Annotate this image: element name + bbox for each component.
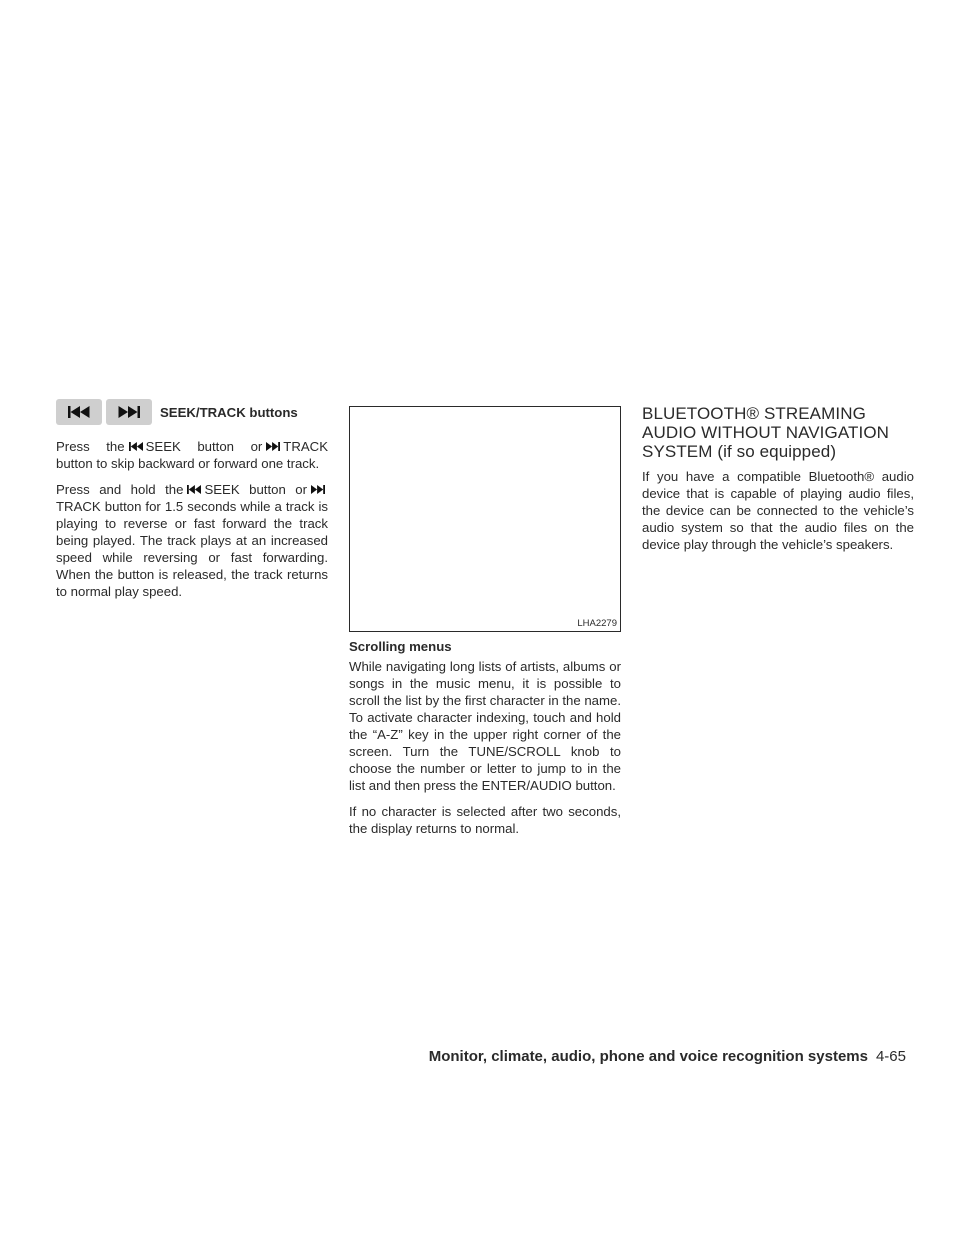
track-button-graphic: [106, 399, 152, 425]
seek-track-header: [56, 398, 328, 426]
seek-back-icon: [187, 485, 201, 494]
bluetooth-section: [642, 404, 914, 562]
seek-back-icon: [129, 442, 143, 451]
text: SEEK button or: [145, 439, 263, 454]
seek-back-icon: [68, 406, 90, 418]
text: TRACK button to skip backward or forward one track.: [56, 439, 328, 471]
track-forward-icon: [266, 442, 280, 451]
track-forward-icon: [118, 406, 140, 418]
text: Press the: [56, 439, 125, 454]
text: TRACK button for 1.5 seconds while a track is playing to reverse or fast forward the track being played. The track plays at an increased speed while reversing or fast forwarding. When the button is released, the track returns to normal play speed.: [56, 499, 328, 599]
text: Press and hold the: [56, 482, 184, 497]
figure-label: LHA2279: [577, 618, 617, 629]
seek-track-title: SEEK/TRACK buttons: [160, 404, 298, 420]
chapter-title: Monitor, climate, audio, phone and voice recognition systems: [428, 1048, 868, 1065]
bluetooth-paragraph: If you have a compatible Bluetooth® audio device that is capable of playing audio files, the device can be connected to the vehicle’s audio system so that the audio files on the device play through the vehicle’s speakers.: [642, 469, 914, 552]
seek-track-paragraph-1: [56, 438, 328, 472]
track-forward-icon: [311, 485, 325, 494]
seek-button-graphic: [56, 399, 102, 425]
scrolling-menus-title: Scrolling menus: [349, 639, 452, 654]
scrolling-paragraph-2: If no character is selected after two seconds, the display returns to normal.: [349, 804, 621, 836]
text: SEEK button or: [204, 482, 307, 497]
scrolling-menus-section: [349, 406, 621, 846]
scrolling-paragraph-1: While navigating long lists of artists, albums or songs in the music menu, it is possible to scroll the list by the first character in the name. To activate character indexing, touch and hold the “A-Z” key in the upper right corner of the screen. Turn the TUNE/SCROLL knob to choose the number or letter to jump to in the list and then press the ENTER/AUDIO button.: [349, 659, 621, 793]
bluetooth-heading: BLUETOOTH® STREAMING AUDIO WITHOUT NAVIGATION SYSTEM (if so equipped): [642, 404, 890, 461]
seek-track-section: [56, 398, 328, 609]
figure-frame: [349, 406, 621, 632]
page-footer: [0, 1048, 906, 1066]
page-number: 4-65: [875, 1048, 906, 1065]
seek-track-paragraph-2: [56, 481, 328, 600]
